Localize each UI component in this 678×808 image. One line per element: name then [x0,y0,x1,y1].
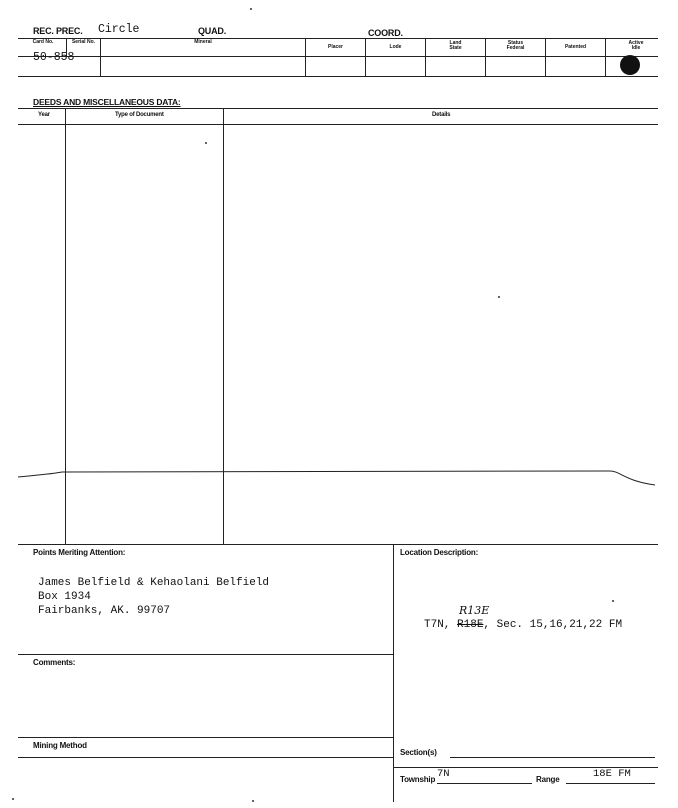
mining-top-rule [18,737,394,738]
header-divider [545,38,546,76]
location-text-before: T7N, [424,619,451,631]
sections-label: Section(s) [400,748,437,757]
col-type-of-document: Type of Document [115,112,164,118]
scan-speck [250,8,252,10]
header-divider [365,38,366,76]
header-top-rule [18,38,658,39]
scan-speck [612,600,614,602]
col-details: Details [432,112,451,118]
deeds-header-rule [18,124,658,125]
quad-label: QUAD. [198,26,226,36]
location-struck-range: R18E [457,619,484,631]
deeds-section-title: DEEDS AND MISCELLANEOUS DATA: [33,97,181,107]
lower-center-divider [393,544,394,802]
col-mineral: Mineral [194,39,212,45]
mining-method-label: Mining Method [33,741,87,750]
points-line-3: Fairbanks, AK. 99707 [38,605,171,617]
col-land-state: Land State [449,40,462,51]
mining-bottom-rule [18,757,394,758]
scan-speck [12,798,14,800]
scan-speck [205,142,207,144]
range-line [566,783,655,784]
scan-speck [252,800,254,802]
header-divider [305,38,306,76]
rec-prec-label: REC. PREC. [33,26,83,36]
deeds-fold-line [0,462,678,492]
comments-label: Comments: [33,658,76,667]
range-label: Range [536,775,560,784]
sections-line [450,757,655,758]
location-description [424,619,622,631]
location-text-after: , Sec. 15,16,21,22 FM [483,619,623,631]
points-line-2: Box 1934 [38,591,91,603]
township-line [437,783,532,784]
rec-prec-value: Circle [98,23,140,36]
col-placer: Placer [327,44,343,50]
points-label: Points Meriting Attention: [33,548,126,557]
col-year: Year [38,112,50,118]
col-patented: Patented [564,44,587,50]
card-no-value: 50-858 [33,51,75,64]
col-serial-no: Serial No. [71,39,96,45]
col-status-federal: Status Federal [506,40,525,51]
township-value: 7N [437,768,450,780]
header-divider [605,38,606,76]
coord-label: COORD. [368,28,403,38]
col-lode: Lode [389,44,402,50]
header-mid-rule [18,56,658,57]
lower-top-rule [18,544,658,545]
scan-speck [498,296,500,298]
deeds-top-rule [18,108,658,109]
range-value: 18E FM [593,768,631,780]
col-card-no: Card No. [32,39,54,45]
header-bottom-rule [18,76,658,77]
points-line-1: James Belfield & Kehaolani Belfield [38,577,270,589]
col-active-idle: Active Idle [628,40,644,51]
comments-top-rule [18,654,394,655]
active-dot-icon [620,55,640,75]
location-label: Location Description: [400,548,479,557]
township-label: Township [400,775,436,784]
location-handwritten-range: R13E [459,604,490,617]
